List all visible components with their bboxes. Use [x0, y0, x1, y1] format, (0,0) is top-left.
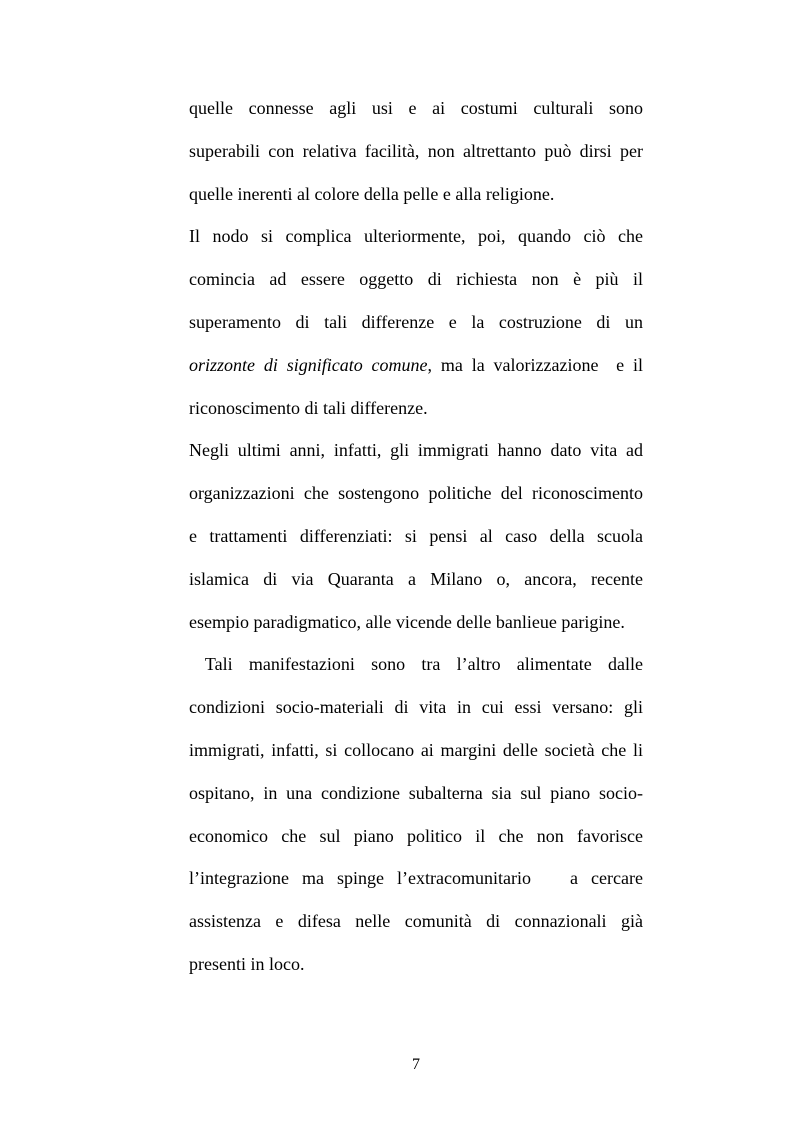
text-line: condizioni socio-materiali di vita in cui essi versano: gli — [189, 697, 643, 718]
body-text — [189, 87, 643, 986]
text-line: riconoscimento di tali differenze. — [189, 397, 428, 418]
italic-phrase: orizzonte di significato comune — [189, 354, 428, 375]
text-line: e trattamenti differenziati: si pensi al caso della scuola — [189, 525, 643, 546]
text-line: comincia ad essere oggetto di richiesta non è più il — [189, 269, 643, 290]
text-line: quelle inerenti al colore della pelle e alla religione. — [189, 183, 555, 204]
text-line: assistenza e difesa nelle comunità di connazionali già — [189, 911, 643, 932]
text-line: esempio paradigmatico, alle vicende delle banlieue parigine. — [189, 611, 625, 632]
text-fragment: , ma la valorizzazione e il — [427, 354, 644, 375]
text-line: islamica di via Quaranta a Milano o, ancora, recente — [189, 568, 643, 589]
text-line: Il nodo si complica ulteriormente, poi, quando ciò che — [189, 226, 643, 247]
text-line: ospitano, in una condizione subalterna sia sul piano socio- — [189, 782, 643, 803]
text-line: Tali manifestazioni sono tra l’altro alimentate dalle — [189, 654, 643, 675]
text-line: Negli ultimi anni, infatti, gli immigrati hanno dato vita ad — [189, 440, 643, 461]
text-line: immigrati, infatti, si collocano ai margini delle società che li — [189, 739, 643, 760]
text-line: l’integrazione ma spinge l’extracomunitario a cercare — [189, 868, 643, 889]
text-line: economico che sul piano politico il che non favorisce — [189, 825, 643, 846]
text-line: superamento di tali differenze e la costruzione di un — [189, 311, 643, 332]
text-line: quelle connesse agli usi e ai costumi culturali sono — [189, 98, 643, 118]
text-line — [189, 344, 643, 387]
page-number: 7 — [412, 1056, 420, 1073]
text-line: organizzazioni che sostengono politiche del riconoscimento — [189, 483, 643, 504]
text-line: superabili con relativa facilità, non altrettanto può dirsi per — [189, 140, 643, 161]
text-line: presenti in loco. — [189, 953, 305, 974]
